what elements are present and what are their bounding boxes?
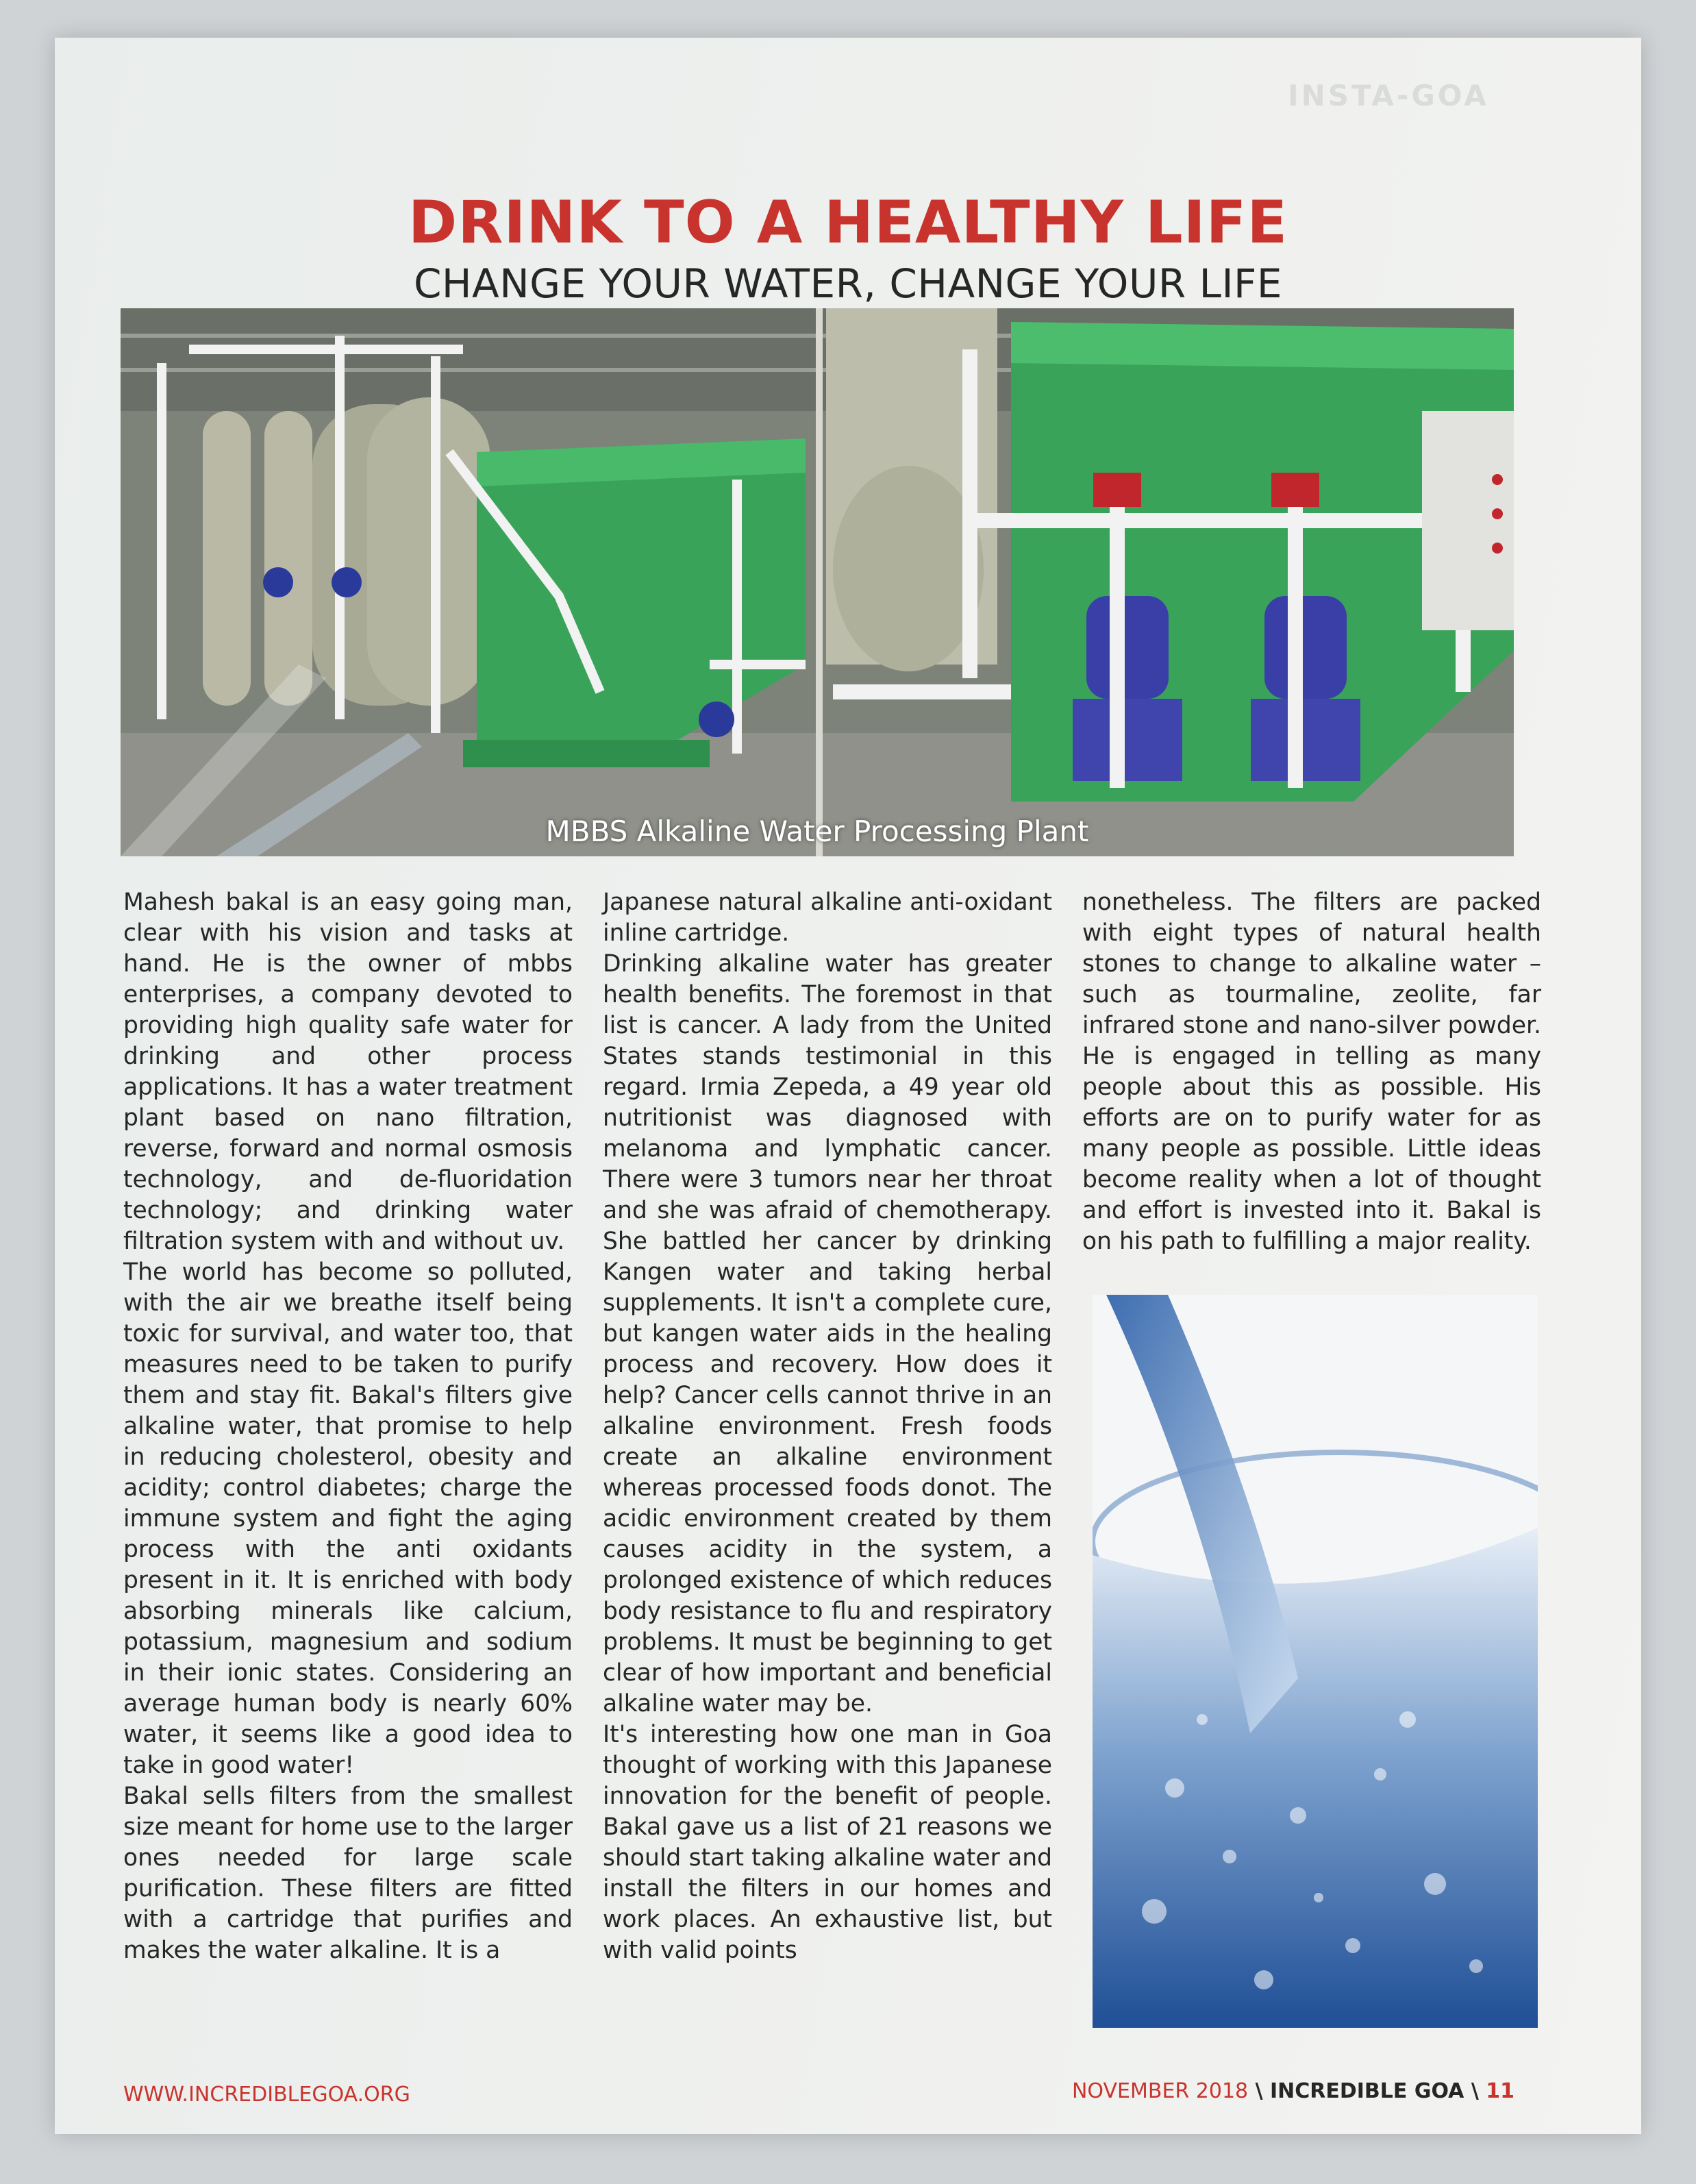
article-subtitle: CHANGE YOUR WATER, CHANGE YOUR LIFE (413, 260, 1283, 307)
col2-paragraph-3: It's interesting how one man in Goa thought of working with this Japanese innovation for the benefit of people. Bakal gave us a list of 21 reasons we should start taking alkaline water and install the filters in our homes and work places. An exhaustive list, but with valid points (603, 1721, 1052, 1964)
article-title: DRINK TO A HEALTHY LIFE (408, 188, 1288, 257)
col1-paragraph-2: The world has become so polluted, with the air we breathe itself being toxic for survival, and water too, that measures need to be taken to purify them and stay fit. Bakal's filters give alkaline water, that promise to help in reducing cholesterol, obesity and acidity; control diabetes; charge the immune system and fight the aging process with the anti oxidants present in it. It is enriched with body absorbing minerals like calcium, potassium, magnesium and sodium in their ionic states. Considering an average human body is nearly 60% water, it seems like a good idea to take in good water! (123, 1258, 573, 1779)
footer-magazine-name: INCREDIBLE GOA (1269, 2079, 1464, 2103)
photo-caption: MBBS Alkaline Water Processing Plant (545, 815, 1089, 848)
footer-folio (1072, 2079, 1514, 2103)
footer-separator-2: \ (1464, 2079, 1486, 2103)
footer-website: WWW.INCREDIBLEGOA.ORG (123, 2083, 410, 2107)
footer-separator: \ (1248, 2079, 1270, 2103)
col3-paragraph-1: nonetheless. The filters are packed with eight types of natural health stones to change to alkaline water – such as tourmaline, zeolite, far infrared stone and nano-silver powder. He is engaged in telling as many people about this as possible. His efforts are on to purify water for as many people as possible. Little ideas become reality when a lot of thought and effort is invested into it. Bakal is on his path to fulfilling a major reality. (1082, 889, 1541, 1255)
col2-paragraph-2: Drinking alkaline water has greater health benefits. The foremost in that list is cancer. A lady from the United States stands testimonial in this regard. Irmia Zepeda, a 49 year old nutritionist was diagnosed with melanoma and lymphatic cancer. There were 3 tumors near her throat and she was afraid of chemotherapy. She battled her cancer by drinking Kangen water and taking herbal supplements. It isn't a complete cure, but kangen water aids in the healing process and recovery. How does it help? Cancer cells cannot thrive in an alkaline environment. Fresh foods create an alkaline environment whereas processed foods donot. The acidic environment created by them causes acidity in the system, a prolonged existence of which reduces body resistance to flu and respiratory problems. It must be beginning to get clear of how important and beneficial alkaline water may be. (603, 950, 1052, 1717)
article-column-2 (603, 887, 1052, 1966)
bleed-through-text: INSTA-GOA (1288, 79, 1489, 112)
plant-illustration (121, 308, 1514, 856)
col1-paragraph-1: Mahesh bakal is an easy going man, clear with his vision and tasks at hand. He is the owner of mbbs enterprises, a company devoted to providing high quality safe water for drinking and other process applications. It has a water treatment plant based on nano filtration, reverse, forward and normal osmosis technology, and de-fluoridation technology; and drinking water filtration system with and without uv. (123, 889, 573, 1255)
article-column-1 (123, 887, 573, 1966)
col1-paragraph-3: Bakal sells filters from the smallest size meant for home use to the larger ones needed for large scale purification. These filters are fitted with a cartridge that purifies and makes the water alkaline. It is a (123, 1783, 573, 1964)
footer-page-number: 11 (1486, 2079, 1514, 2103)
plant-photo (121, 308, 1514, 856)
water-glass-image (1093, 1295, 1538, 2028)
col2-paragraph-1: Japanese natural alkaline anti-oxidant inline cartridge. (603, 889, 1052, 947)
magazine-page (55, 38, 1641, 2134)
article-column-3 (1082, 887, 1541, 1257)
water-glass-illustration (1093, 1295, 1538, 2028)
footer-month: NOVEMBER 2018 (1071, 2079, 1249, 2103)
